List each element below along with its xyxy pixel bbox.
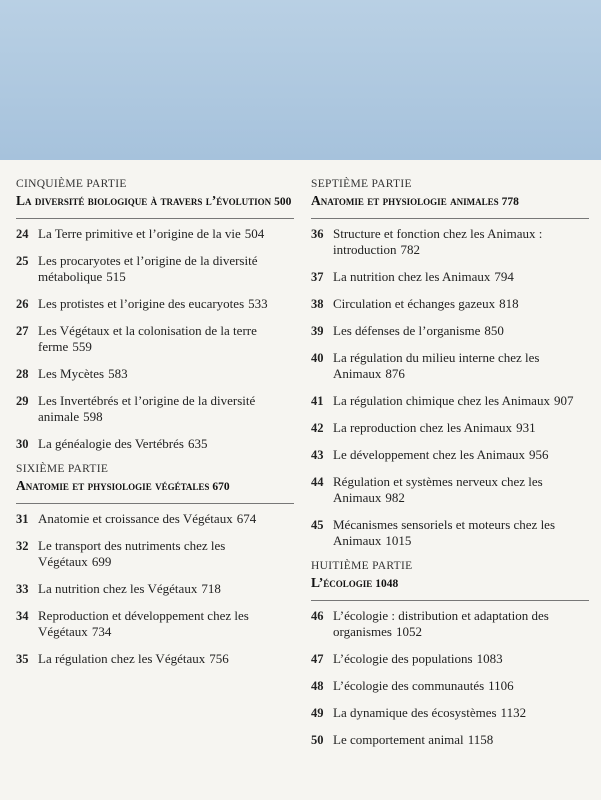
chapter-number: 27	[16, 324, 29, 338]
chapter-entry[interactable]	[311, 323, 589, 339]
chapter-entry[interactable]	[311, 608, 589, 640]
chapter-entry[interactable]	[311, 296, 589, 312]
chapter-entry[interactable]	[311, 678, 589, 694]
chapter-entry[interactable]	[16, 608, 294, 640]
chapter-number: 38	[311, 297, 324, 311]
divider	[311, 218, 589, 219]
chapter-number: 49	[311, 706, 324, 720]
chapter-number: 44	[311, 475, 324, 489]
chapter-page: 718	[201, 581, 221, 596]
chapter-title: La nutrition chez les Animaux	[333, 269, 491, 284]
chapter-page: 1132	[500, 705, 527, 720]
chapter-page: 794	[494, 269, 514, 284]
chapter-entry[interactable]	[16, 296, 294, 312]
chapter-page: 1052	[395, 624, 422, 639]
chapter-title: Les Mycètes	[38, 366, 105, 381]
part-page: 778	[501, 196, 519, 208]
chapter-number: 46	[311, 609, 324, 623]
chapter-title: Régulation et systèmes nerveux chez les Animaux	[333, 474, 543, 505]
chapter-entry[interactable]	[16, 226, 294, 242]
part-title	[16, 192, 294, 211]
chapter-number: 50	[311, 733, 324, 747]
chapter-title: Anatomie et croissance des Végétaux	[38, 511, 233, 526]
chapter-title: Le développement chez les Animaux	[333, 447, 526, 462]
chapter-page: 876	[385, 366, 405, 381]
chapter-title: La généalogie des Vertébrés	[38, 436, 184, 451]
chapter-title: Mécanismes sensoriels et moteurs chez les Animaux	[333, 517, 556, 548]
chapter-page: 533	[248, 296, 268, 311]
chapter-title: La régulation chimique chez les Animaux	[333, 393, 550, 408]
chapter-entry[interactable]	[16, 436, 294, 452]
chapter-page: 782	[400, 242, 421, 257]
chapter-number: 45	[311, 518, 324, 532]
chapter-page: 982	[385, 490, 405, 505]
chapter-title: Le comportement animal	[333, 732, 464, 747]
part-title-text: L’écologie	[311, 575, 373, 590]
chapter-title: Les Végétaux et la colonisation de la terre ferme	[38, 323, 257, 354]
chapter-entry[interactable]	[311, 393, 589, 409]
chapter-page: 598	[83, 409, 103, 424]
chapter-page: 734	[91, 624, 112, 639]
chapter-number: 31	[16, 512, 29, 526]
chapter-page: 515	[106, 269, 126, 284]
chapter-number: 47	[311, 652, 324, 666]
chapter-title: La reproduction chez les Animaux	[333, 420, 513, 435]
chapter-page: 559	[72, 339, 92, 354]
chapter-title: Les Invertébrés et l’origine de la diversité animale	[38, 393, 256, 424]
chapter-page: 956	[529, 447, 549, 462]
chapter-title: Les défenses de l’organisme	[333, 323, 481, 338]
part-title-text: Anatomie et physiologie végétales	[16, 478, 210, 493]
chapter-title: La régulation chez les Végétaux	[38, 651, 206, 666]
chapter-title: La Terre primitive et l’origine de la vie	[38, 226, 241, 241]
part-page: 670	[212, 481, 230, 493]
chapter-page: 699	[91, 554, 112, 569]
chapter-page: 583	[108, 366, 128, 381]
chapter-entry[interactable]	[16, 651, 294, 667]
chapter-entry[interactable]	[311, 350, 589, 382]
header-band	[0, 0, 601, 160]
chapter-number: 25	[16, 254, 29, 268]
chapter-number: 41	[311, 394, 324, 408]
chapter-page: 1106	[488, 678, 514, 693]
chapter-title: La dynamique des écosystèmes	[333, 705, 497, 720]
chapter-number: 24	[16, 227, 29, 241]
part-title	[311, 574, 589, 593]
chapter-number: 42	[311, 421, 324, 435]
chapter-number: 26	[16, 297, 29, 311]
part-title-text: La diversité biologique à travers l’évolution	[16, 193, 272, 208]
chapter-title: Structure et fonction chez les Animaux : introduction	[333, 226, 543, 257]
chapter-entry[interactable]	[311, 705, 589, 721]
chapter-entry[interactable]	[311, 651, 589, 667]
chapter-title: Le transport des nutriments chez les Végétaux	[38, 538, 226, 569]
chapter-entry[interactable]	[16, 511, 294, 527]
chapter-number: 39	[311, 324, 324, 338]
toc-column-left	[16, 178, 294, 678]
divider	[16, 218, 294, 219]
chapter-page: 1083	[476, 651, 503, 666]
part-title	[16, 477, 294, 496]
chapter-title: L’écologie des communautés	[333, 678, 485, 693]
chapter-entry[interactable]	[16, 581, 294, 597]
chapter-title: La nutrition chez les Végétaux	[38, 581, 198, 596]
chapter-entry[interactable]	[311, 226, 589, 258]
part-6	[16, 463, 294, 667]
chapter-entry[interactable]	[311, 420, 589, 436]
chapter-entry[interactable]	[16, 538, 294, 570]
chapter-page: 1158	[467, 732, 494, 747]
chapter-page: 635	[187, 436, 208, 451]
chapter-entry[interactable]	[311, 732, 589, 748]
chapter-number: 35	[16, 652, 29, 666]
part-title-text: Anatomie et physiologie animales	[311, 193, 499, 208]
chapter-entry[interactable]	[16, 253, 294, 285]
chapter-page: 674	[236, 511, 257, 526]
chapter-page: 504	[244, 226, 265, 241]
chapter-entry[interactable]	[311, 474, 589, 506]
chapter-entry[interactable]	[311, 269, 589, 285]
part-label: SIXIÈME PARTIE	[16, 463, 109, 475]
chapter-number: 48	[311, 679, 324, 693]
chapter-entry[interactable]	[16, 366, 294, 382]
chapter-page: 756	[209, 651, 229, 666]
chapter-number: 30	[16, 437, 29, 451]
chapter-number: 36	[311, 227, 324, 241]
chapter-entry[interactable]	[16, 393, 294, 425]
part-title	[311, 192, 589, 211]
divider	[311, 600, 589, 601]
chapter-page: 931	[516, 420, 536, 435]
chapter-number: 34	[16, 609, 29, 623]
chapter-page: 818	[499, 296, 519, 311]
chapter-number: 32	[16, 539, 29, 553]
part-5	[16, 178, 294, 452]
chapter-number: 28	[16, 367, 29, 381]
chapter-entry[interactable]	[16, 323, 294, 355]
chapter-number: 43	[311, 448, 324, 462]
chapter-number: 40	[311, 351, 324, 365]
divider	[16, 503, 294, 504]
chapter-number: 33	[16, 582, 29, 596]
chapter-title: La régulation du milieu interne chez les Animaux	[333, 350, 540, 381]
chapter-title: Les protistes et l’origine des eucaryotes	[38, 296, 245, 311]
chapter-page: 850	[484, 323, 504, 338]
part-label: SEPTIÈME PARTIE	[311, 178, 412, 190]
chapter-number: 29	[16, 394, 29, 408]
part-label: HUITIÈME PARTIE	[311, 560, 413, 572]
chapter-page: 1015	[385, 533, 412, 548]
chapter-number: 37	[311, 270, 324, 284]
chapter-entry[interactable]	[311, 447, 589, 463]
chapter-title: L’écologie des populations	[333, 651, 473, 666]
chapter-title: Reproduction et développement chez les Végétaux	[38, 608, 249, 639]
part-page: 1048	[375, 578, 399, 590]
chapter-entry[interactable]	[311, 517, 589, 549]
chapter-title: Circulation et échanges gazeux	[333, 296, 496, 311]
part-8	[311, 560, 589, 748]
chapter-page: 907	[553, 393, 574, 408]
part-7	[311, 178, 589, 549]
toc-column-right	[311, 178, 589, 759]
chapter-title: Les procaryotes et l’origine de la diversité métabolique	[38, 253, 258, 284]
chapter-title: L’écologie : distribution et adaptation des organismes	[333, 608, 549, 639]
part-label: CINQUIÈME PARTIE	[16, 178, 127, 190]
part-page: 500	[274, 196, 292, 208]
